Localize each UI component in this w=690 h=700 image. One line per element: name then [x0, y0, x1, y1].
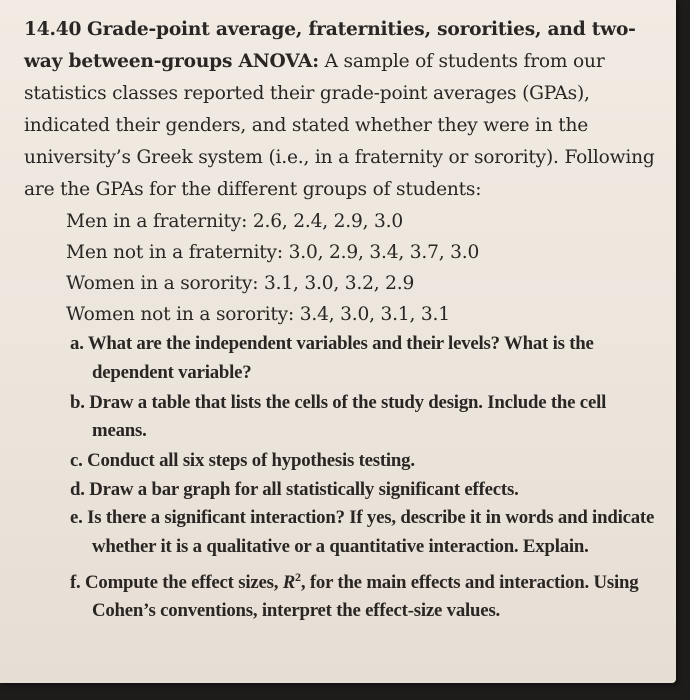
- group-men-no-fraternity: Men not in a fraternity: 3.0, 2.9, 3.4, 3.7, 3.0: [66, 242, 480, 263]
- group-women-sorority: Women in a sorority: 3.1, 3.0, 3.2, 2.9: [66, 273, 415, 294]
- problem-text: [24, 14, 664, 626]
- part-f-prefix: f. Compute the effect sizes,: [70, 571, 283, 593]
- part-a: a. What are the independent variables and their levels? What is the dependent variable?: [70, 333, 594, 383]
- part-c: c. Conduct all six steps of hypothesis testing.: [70, 450, 415, 471]
- part-f: [70, 563, 664, 626]
- part-e: e. Is there a significant interaction? If yes, describe it in words and indicate whether it is a qualitative or a quantitative interaction. Explain.: [70, 507, 655, 557]
- gpa-groups: [66, 206, 664, 330]
- problem-intro: [24, 14, 664, 206]
- problem-heading: Grade-point average, fraternities, sororities, and two-way between-groups ANOVA:: [24, 19, 636, 72]
- group-men-fraternity: Men in a fraternity: 2.6, 2.4, 2.9, 3.0: [66, 211, 403, 232]
- part-d: d. Draw a bar graph for all statistically significant effects.: [70, 478, 519, 500]
- r-squared-exponent: 2: [295, 569, 301, 584]
- r-symbol: R: [282, 571, 296, 593]
- part-f-suffix: , for the main effects and interaction. Using Cohen’s conventions, interpret the effect-size values.: [92, 571, 639, 621]
- group-women-no-sorority: Women not in a sorority: 3.4, 3.0, 3.1, 3.1: [66, 304, 450, 325]
- problem-description: A sample of students from our statistics classes reported their grade-point averages (GPAs), indicated their genders, and stated whether they were in the university’s Greek system (i.e., in a fraternity or sorority). Following are the GPAs for the different groups of students:: [24, 51, 655, 200]
- question-parts: [70, 330, 664, 626]
- r-squared-symbol: [282, 569, 301, 593]
- part-b: b. Draw a table that lists the cells of the study design. Include the cell means.: [70, 391, 607, 441]
- problem-number: 14.40: [24, 19, 82, 40]
